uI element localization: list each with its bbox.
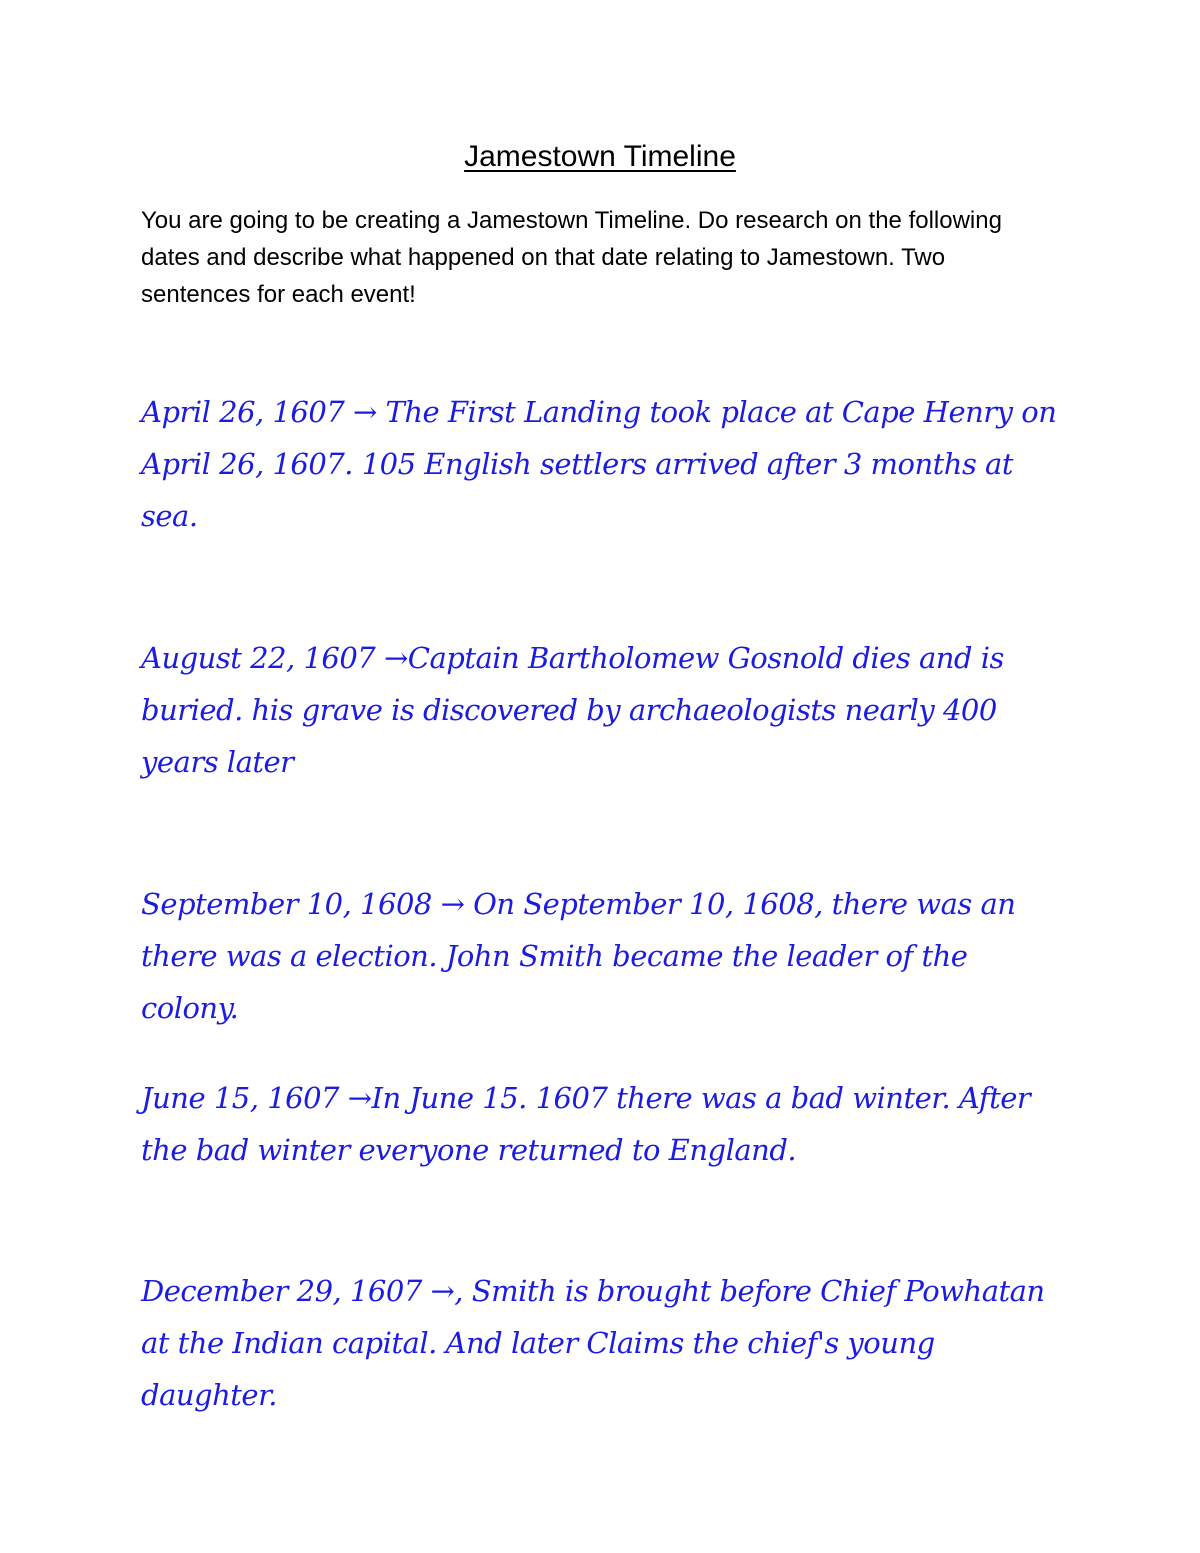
- arrow-icon: →: [383, 641, 408, 675]
- arrow-icon: →: [353, 395, 377, 429]
- page-title-text: Jamestown Timeline: [464, 140, 736, 173]
- timeline-entry: [141, 878, 1071, 1034]
- timeline-entry: [141, 386, 1071, 542]
- entry-text: In June 15. 1607 there was a bad winter. After the bad winter everyone returned to England.: [141, 1081, 1031, 1167]
- timeline-entry: [141, 1265, 1071, 1421]
- arrow-icon: →: [440, 887, 465, 921]
- timeline-entry: [141, 632, 1071, 788]
- entry-date: June 15, 1607: [141, 1081, 340, 1115]
- timeline-entry: [141, 1072, 1071, 1176]
- entry-date: September 10, 1608: [141, 887, 432, 921]
- arrow-icon: →: [347, 1081, 372, 1115]
- entry-text: The First Landing took place at Cape Henry on April 26, 1607. 105 English settlers arrived after 3 months at sea.: [141, 395, 1057, 533]
- entry-text: Captain Bartholomew Gosnold dies and is buried. his grave is discovered by archaeologists nearly 400 years later: [141, 641, 1004, 779]
- instructions-paragraph: You are going to be creating a Jamestown Timeline. Do research on the following dates and describe what happened on that date relating to Jamestown. Two sentences for each event!: [141, 207, 1002, 308]
- page-title: [0, 140, 1200, 174]
- entry-text: Smith is brought before Chief Powhatan at the Indian capital. And later Claims the chief's young daughter.: [141, 1274, 1045, 1412]
- entry-text: On September 10, 1608, there was an there was a election. John Smith became the leader of the colony.: [141, 887, 1016, 1025]
- entry-date: April 26, 1607: [141, 395, 345, 429]
- entry-date: December 29, 1607: [141, 1274, 422, 1308]
- entry-date: August 22, 1607: [141, 641, 376, 675]
- arrow-icon: →,: [430, 1274, 464, 1308]
